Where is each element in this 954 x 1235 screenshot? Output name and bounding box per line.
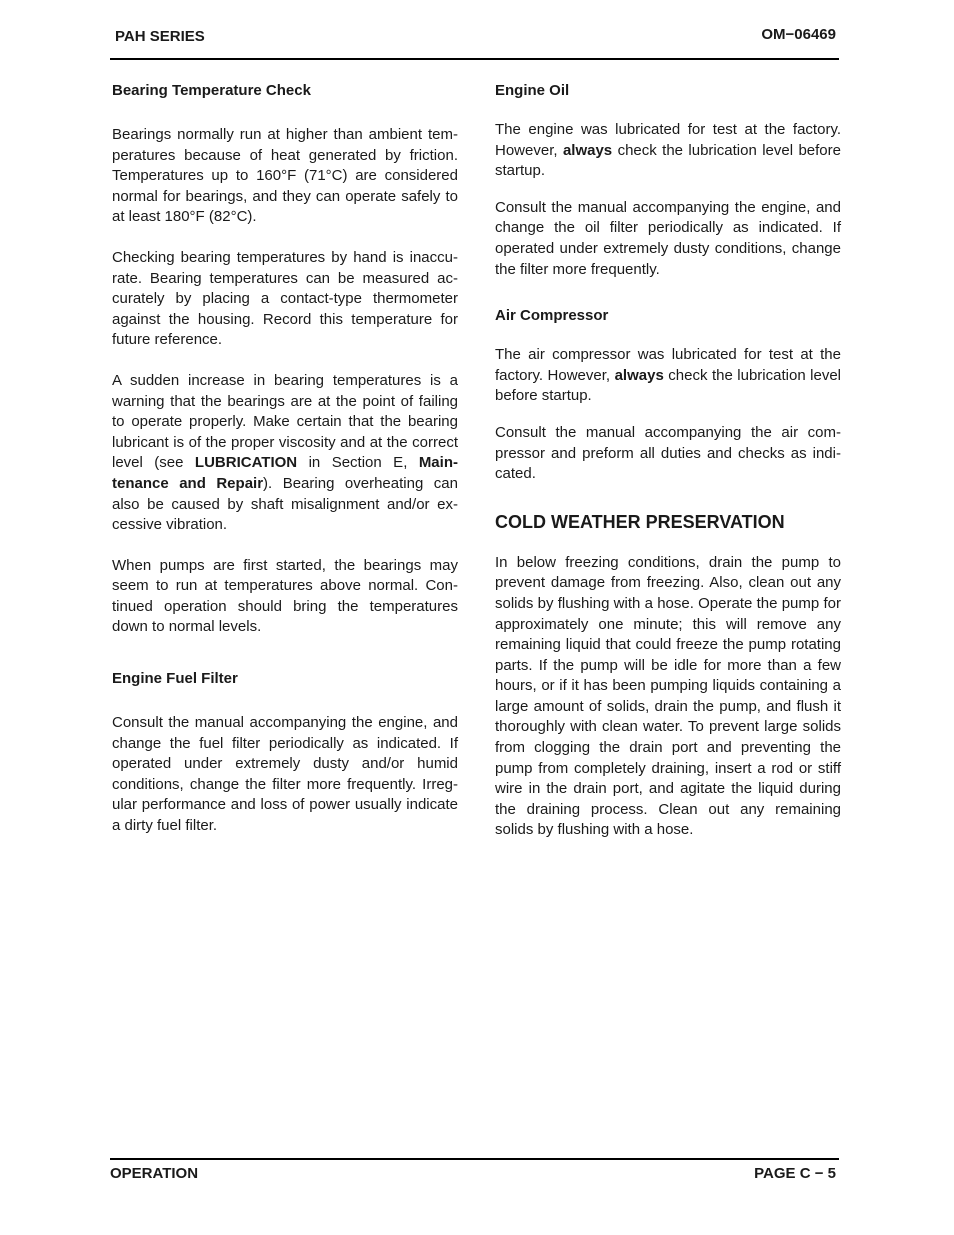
text-run: ). Bearing overheating can also be caused by shaft misalignment and/or excessive vibration.: [112, 474, 458, 534]
text-run: in Section E,: [297, 454, 419, 472]
engine-oil-heading: Engine Oil: [495, 82, 570, 99]
emphasis-always: always: [614, 366, 664, 384]
air-compressor-heading: Air Compressor: [495, 307, 609, 325]
bearing-paragraph-4: When pumps are first started, the bearings may seem to run at temperatures above normal. Continued operation should bring the temperatures down to normal levels.: [112, 556, 458, 636]
bearing-temperature-heading: Bearing Temperature Check: [112, 82, 311, 99]
engine-fuel-filter-heading: Engine Fuel Filter: [112, 670, 238, 688]
engine-oil-paragraph-2: Consult the manual accompanying the engine, and change the oil filter periodically as indicated. If operated under extremely dusty conditions, change the filter more frequently.: [495, 198, 841, 278]
text-run: A sudden increase in bearing temperatures is a warning that the bearings are at the point of failing to operate properly. Make certain that the bearing lubricant is of the proper viscosity and at the correct level (see: [112, 371, 458, 472]
header-rule: [110, 58, 839, 60]
lubrication-reference: LUBRICATION: [194, 454, 298, 472]
air-compressor-paragraph-1: [495, 345, 841, 407]
text-run: check the lubrication level before startup.: [495, 366, 841, 405]
bearing-paragraph-1: Bearings normally run at higher than ambient temperatures because of heat generated by friction. Temperatures up to 160°F (71°C) are considered normal for bearings, and they can operate safely to at least 180°F (82°C).: [112, 126, 458, 226]
footer-rule: [110, 1158, 839, 1160]
series-label: PAH SERIES: [115, 28, 205, 45]
text-run: The air compressor was lubricated for test at the factory. However,: [495, 346, 841, 384]
section-label: OPERATION: [110, 1165, 199, 1182]
emphasis-always: always: [562, 141, 613, 159]
text-run: check the lubrication level before startup.: [495, 141, 841, 180]
right-column: [495, 80, 841, 841]
text-run: The engine was lubricated for test at the factory. However,: [495, 121, 841, 159]
page-number: PAGE C − 5: [754, 1165, 836, 1182]
cold-weather-heading: COLD WEATHER PRESERVATION: [495, 511, 785, 532]
bearing-paragraph-2: Checking bearing temperatures by hand is inaccurate. Bearing temperatures can be measured accurately by placing a contact-type thermometer against the housing. Record this temperature for future reference.: [112, 248, 458, 349]
cold-weather-paragraph: In below freezing conditions, drain the pump to prevent damage from freezing. Also, clean out any solids by flushing with a hose. Operate the pump for approximately one minute; this will remove any remaining liquid that could freeze the pump rotating parts. If the pump will be idle for more than a few hours, or if it has been pumping liquids containing a large amount of solids, drain the pump, and flush it thoroughly with clean water. To prevent large solids from clogging the drain port and preventing the pump from completely draining, insert a rod or stiff wire in the drain port, and agitate the liquid during the draining process. Clean out any remaining solids by flushing with a hose.: [495, 553, 841, 839]
fuel-filter-paragraph: Consult the manual accompanying the engine, and change the fuel filter periodically as indicated. If operated under extremely dusty and/or humid conditions, change the filter more frequently. Irregular performance and loss of power usually indicate a dirty fuel filter.: [112, 714, 458, 835]
air-compressor-paragraph-2: Consult the manual accompanying the air compressor and preform all duties and checks as indicated.: [495, 423, 841, 483]
document-number: OM−06469: [761, 26, 836, 43]
left-column: [112, 80, 458, 837]
bearing-paragraph-3: [112, 371, 458, 536]
engine-oil-paragraph-1: [495, 120, 841, 182]
maintenance-reference: Maintenance and Repair: [112, 454, 458, 492]
